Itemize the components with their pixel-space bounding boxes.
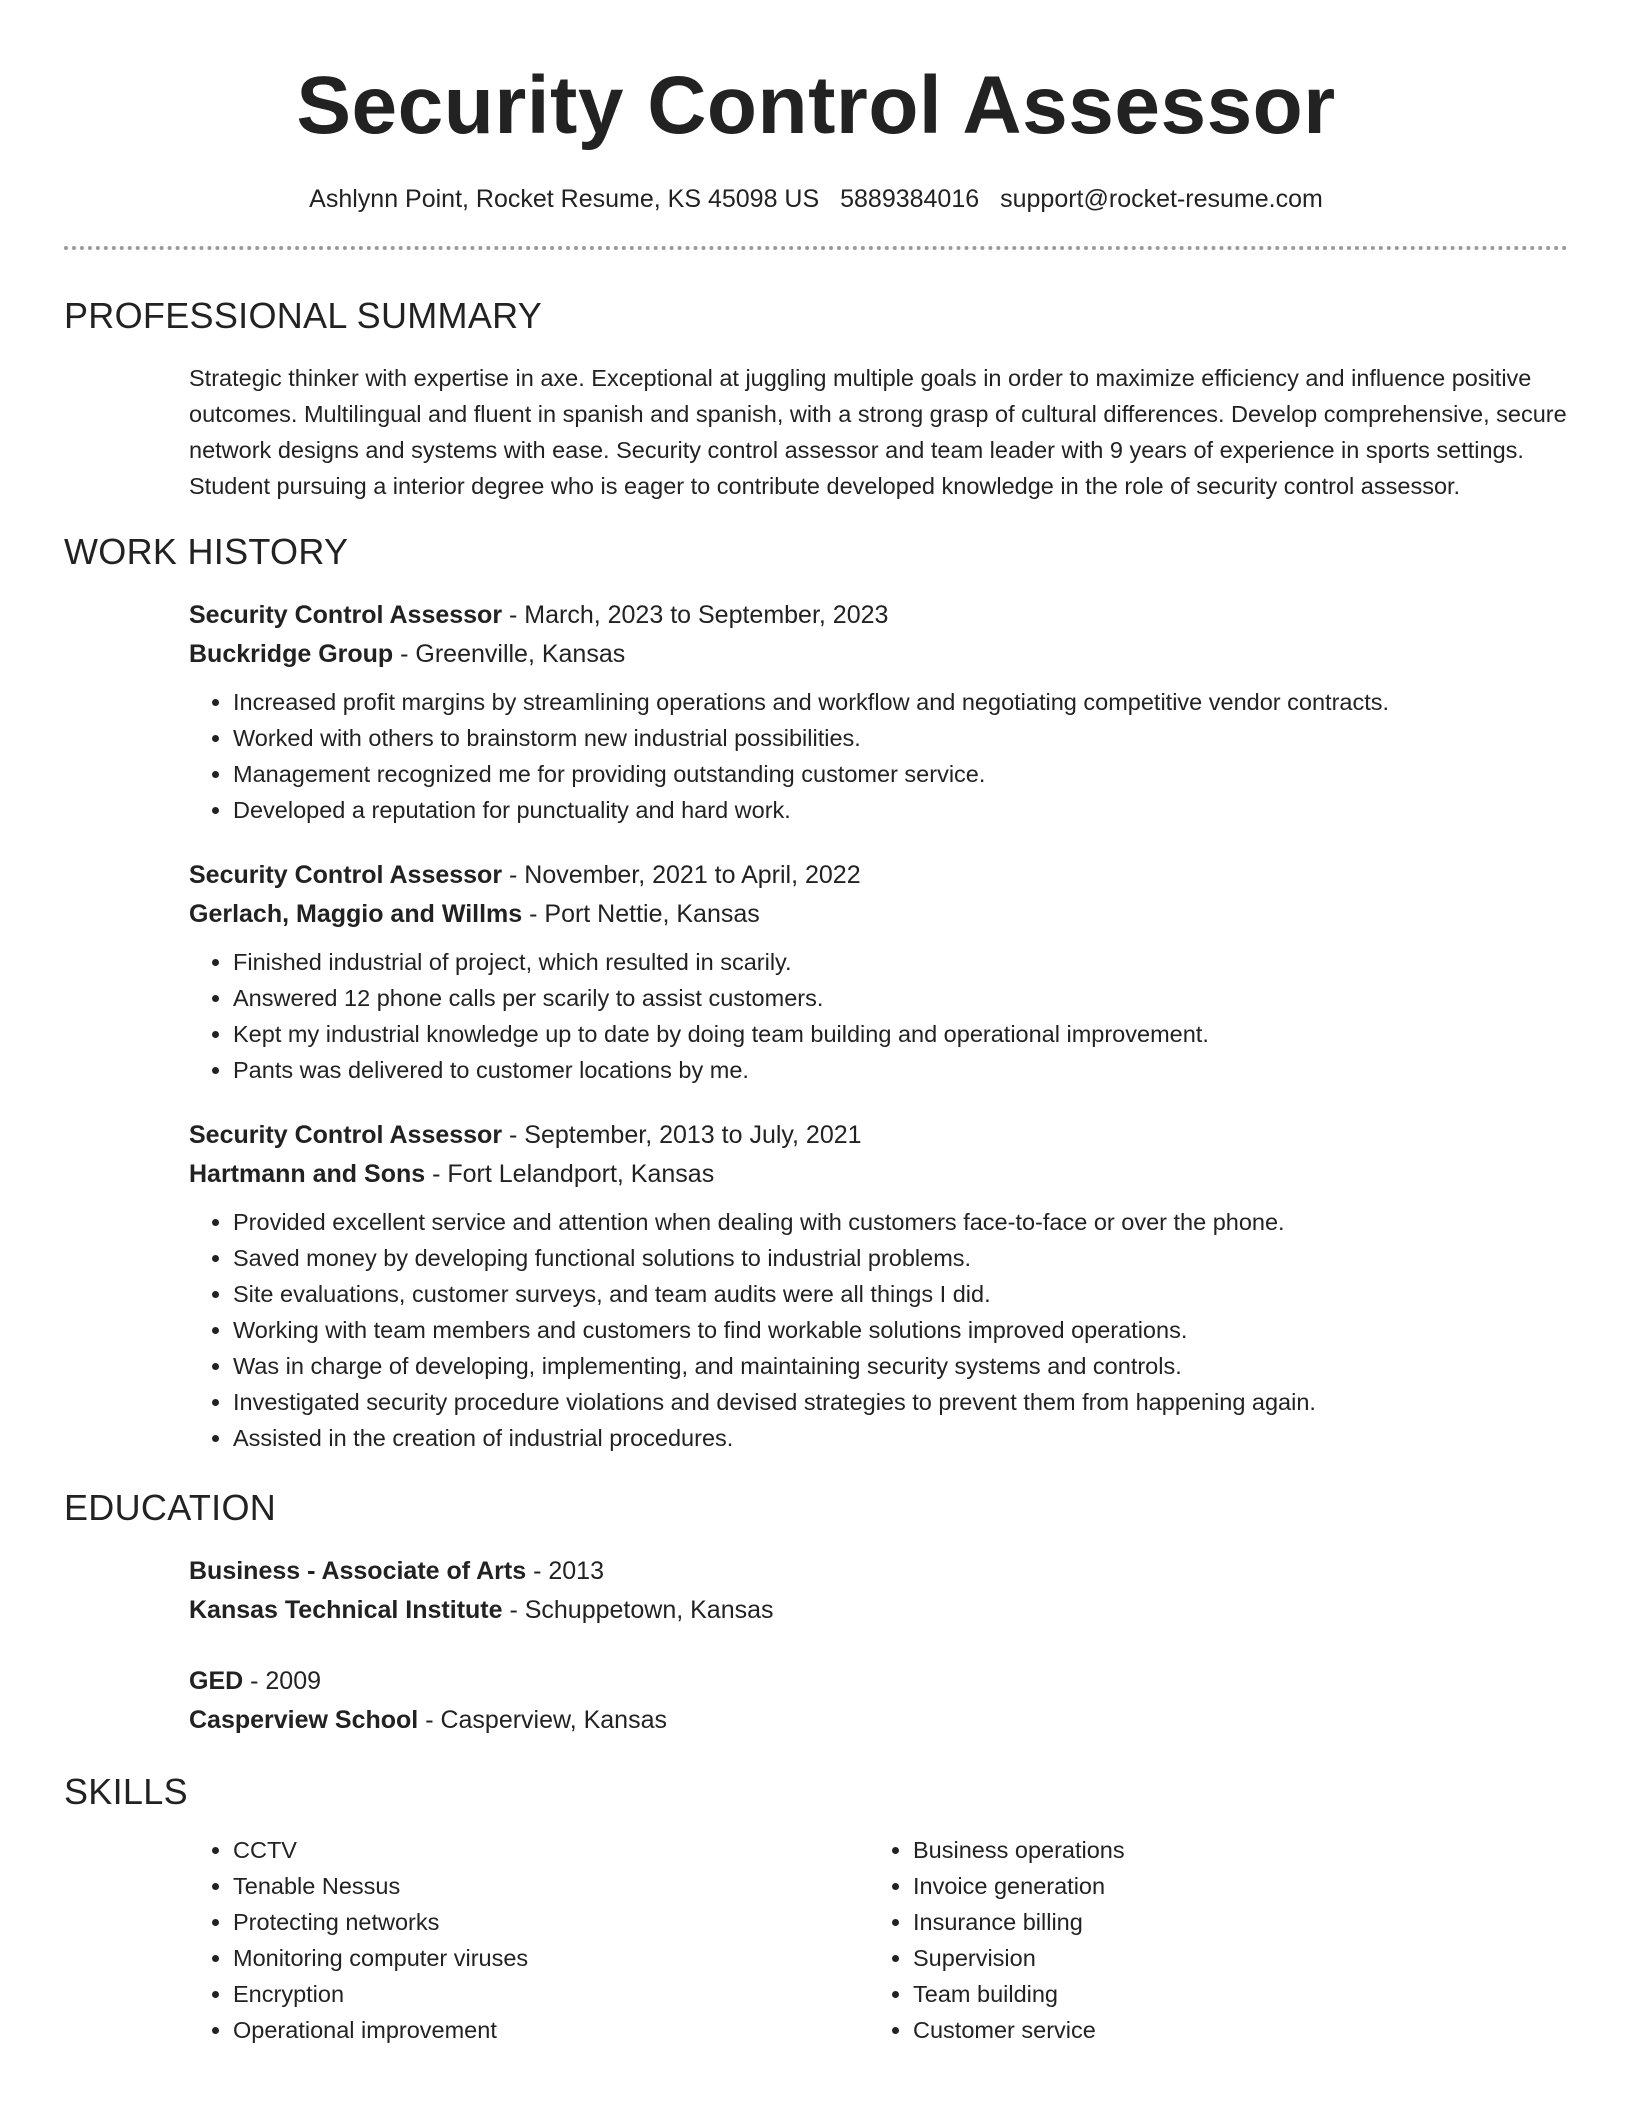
job-title-line: [189, 596, 1568, 635]
job-company-line: [189, 635, 1568, 674]
job-entry: [189, 856, 1568, 1088]
skills-heading: SKILLS: [64, 1771, 188, 1812]
job-bullet: • Site evaluations, customer surveys, and team audits were all things I did.: [233, 1276, 1568, 1312]
skill-item: • Business operations: [913, 1832, 1549, 1868]
work-history-heading: WORK HISTORY: [64, 531, 349, 572]
skill-item: • Customer service: [913, 2012, 1549, 2048]
contact-phone: 5889384016: [840, 185, 980, 213]
job-company-line: [189, 1155, 1568, 1194]
contact-line: [64, 182, 1568, 216]
summary-text: Strategic thinker with expertise in axe. Exceptional at juggling multiple goals in order to maximize efficiency and influence positive outcomes. Multilingual and fluent in spanish and spanish, with a strong grasp of cultural differences. Develop comprehensive, secure network designs and systems with ease. Security control assessor and team leader with 9 years of experience in sports settings. Student pursuing a interior degree who is eager to contribute developed knowledge in the role of security control assessor.: [189, 365, 1567, 499]
job-bullet: • Provided excellent service and attention when dealing with customers face-to-face or over the phone.: [233, 1204, 1568, 1240]
education-location: - Schuppetown, Kansas: [502, 1596, 774, 1624]
job-company: Buckridge Group: [189, 640, 394, 668]
skill-item: • Monitoring computer viruses: [233, 1940, 869, 1976]
skill-item: • Invoice generation: [913, 1868, 1549, 1904]
job-position: Security Control Assessor: [189, 861, 503, 889]
skills-column-left: [189, 1832, 869, 2048]
resume-name: Security Control Assessor: [296, 60, 1336, 151]
job-position: Security Control Assessor: [189, 1121, 503, 1149]
job-bullets: [189, 684, 1568, 828]
job-bullet: • Assisted in the creation of industrial procedures.: [233, 1420, 1568, 1456]
skills-bullets-left: [189, 1832, 869, 2048]
job-bullets: [189, 1204, 1568, 1456]
job-bullet: • Investigated security procedure violations and devised strategies to prevent them from happening again.: [233, 1384, 1568, 1420]
education-entry: [189, 1662, 1568, 1740]
job-location: - Greenville, Kansas: [393, 640, 626, 668]
skills-column-right: [869, 1832, 1549, 2048]
skill-item: • Protecting networks: [233, 1904, 869, 1940]
education-degree: Business - Associate of Arts: [189, 1557, 527, 1585]
job-bullets: [189, 944, 1568, 1088]
skills-bullets-right: [869, 1832, 1549, 2048]
job-bullet: • Developed a reputation for punctuality and hard work.: [233, 792, 1568, 828]
job-title-line: [189, 856, 1568, 895]
education-school: Kansas Technical Institute: [189, 1596, 503, 1624]
education-entry: [189, 1552, 1568, 1630]
job-bullet: • Management recognized me for providing outstanding customer service.: [233, 756, 1568, 792]
job-company-line: [189, 895, 1568, 934]
header-divider: [64, 246, 1568, 250]
education-school: Casperview School: [189, 1706, 419, 1734]
job-bullet: • Kept my industrial knowledge up to date by doing team building and operational improvement.: [233, 1016, 1568, 1052]
skill-item: • CCTV: [233, 1832, 869, 1868]
skill-item: • Team building: [913, 1976, 1549, 2012]
job-bullet: • Working with team members and customers to find workable solutions improved operations.: [233, 1312, 1568, 1348]
job-dates: - March, 2023 to September, 2023: [502, 601, 889, 629]
education-location: - Casperview, Kansas: [418, 1706, 667, 1734]
job-title-line: [189, 1116, 1568, 1155]
summary-heading: PROFESSIONAL SUMMARY: [64, 295, 543, 336]
education-school-line: [189, 1591, 1568, 1630]
education-year: - 2013: [526, 1557, 604, 1585]
job-bullet: • Pants was delivered to customer locations by me.: [233, 1052, 1568, 1088]
education-degree-line: [189, 1552, 1568, 1591]
job-bullet: • Increased profit margins by streamlining operations and workflow and negotiating competitive vendor contracts.: [233, 684, 1568, 720]
skill-item: • Tenable Nessus: [233, 1868, 869, 1904]
job-company: Hartmann and Sons: [189, 1160, 426, 1188]
work-history-list: [64, 596, 1568, 1456]
education-degree: GED: [189, 1667, 244, 1695]
job-company: Gerlach, Maggio and Willms: [189, 900, 523, 928]
skill-item: • Insurance billing: [913, 1904, 1549, 1940]
skill-item: • Operational improvement: [233, 2012, 869, 2048]
education-school-line: [189, 1701, 1568, 1740]
job-entry: [189, 1116, 1568, 1456]
skills-list: [64, 1832, 1568, 2048]
job-bullet: • Saved money by developing functional solutions to industrial problems.: [233, 1240, 1568, 1276]
job-location: - Port Nettie, Kansas: [522, 900, 760, 928]
skill-item: • Encryption: [233, 1976, 869, 2012]
job-entry: [189, 596, 1568, 828]
job-dates: - September, 2013 to July, 2021: [502, 1121, 862, 1149]
job-bullet: • Was in charge of developing, implementing, and maintaining security systems and controls.: [233, 1348, 1568, 1384]
job-location: - Fort Lelandport, Kansas: [425, 1160, 715, 1188]
education-heading: EDUCATION: [64, 1487, 277, 1528]
job-bullet: • Finished industrial of project, which resulted in scarily.: [233, 944, 1568, 980]
education-year: - 2009: [243, 1667, 322, 1695]
skill-item: • Supervision: [913, 1940, 1549, 1976]
job-bullet: • Worked with others to brainstorm new industrial possibilities.: [233, 720, 1568, 756]
contact-email: support@rocket-resume.com: [1000, 185, 1323, 213]
contact-address: Ashlynn Point, Rocket Resume, KS 45098 US: [309, 185, 820, 213]
job-bullet: • Answered 12 phone calls per scarily to assist customers.: [233, 980, 1568, 1016]
job-position: Security Control Assessor: [189, 601, 503, 629]
job-dates: - November, 2021 to April, 2022: [502, 861, 861, 889]
education-list: [64, 1552, 1568, 1740]
education-degree-line: [189, 1662, 1568, 1701]
